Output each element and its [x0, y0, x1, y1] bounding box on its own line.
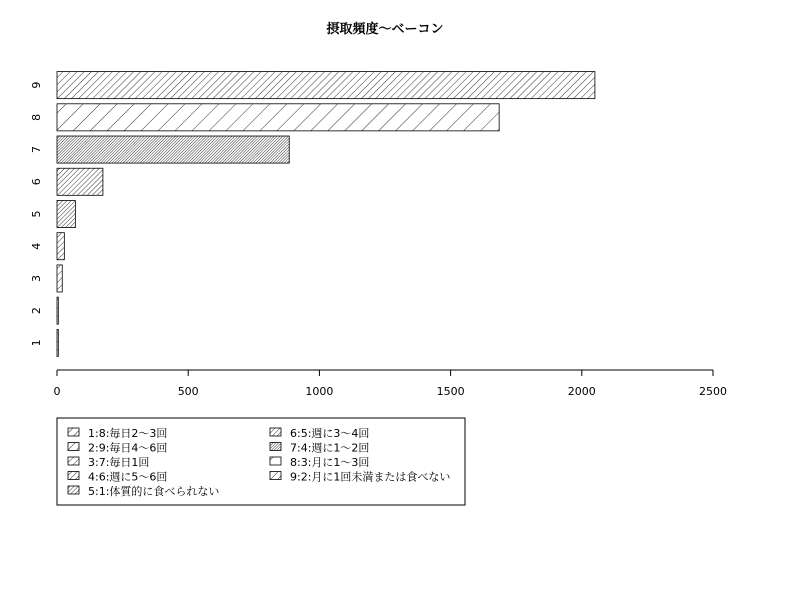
legend-key [270, 472, 281, 480]
x-axis [54, 370, 728, 398]
legend-label: 2:9:毎日4〜6回 [88, 441, 168, 455]
bar-3 [57, 265, 62, 292]
legend-label: 8:3:月に1〜3回 [290, 456, 370, 469]
y-tick-label: 3 [30, 274, 43, 282]
legend-label: 5:1:体質的に食べられない [88, 485, 220, 498]
legend-label: 4:6:週に5〜6回 [88, 470, 168, 484]
x-tick-label: 1000 [305, 385, 334, 398]
legend-key [68, 472, 79, 480]
x-tick-label: 2000 [567, 385, 596, 398]
legend-key [68, 486, 79, 494]
legend-key [270, 457, 281, 465]
bar-4 [57, 233, 64, 260]
x-tick-label: 500 [177, 385, 199, 398]
x-tick-label: 1500 [436, 385, 465, 398]
legend-label: 9:2:月に1回未満または食べない [290, 470, 451, 484]
bar-9 [57, 72, 595, 99]
bar-5 [57, 200, 75, 227]
bar-8 [57, 104, 499, 131]
chart-title: 摂取頻度〜ベーコン [326, 22, 444, 37]
x-tick-label: 0 [53, 385, 61, 398]
legend-key [68, 428, 79, 436]
legend-key [270, 428, 281, 436]
legend-key [68, 443, 79, 451]
bar-1 [57, 329, 58, 356]
y-axis [30, 82, 43, 347]
bar-7 [57, 136, 289, 163]
legend-label: 1:8:毎日2〜3回 [88, 427, 168, 440]
bars-group [57, 72, 595, 357]
y-tick-label: 5 [30, 210, 43, 218]
y-tick-label: 4 [30, 242, 43, 250]
y-tick-label: 6 [30, 178, 43, 186]
legend-key [270, 443, 281, 451]
y-tick-label: 9 [30, 81, 43, 89]
bar-2 [57, 297, 58, 324]
legend-label: 6:5:週に3〜4回 [290, 427, 370, 440]
y-tick-label: 7 [30, 146, 43, 154]
y-tick-label: 2 [30, 307, 43, 315]
legend [57, 418, 465, 505]
y-tick-label: 8 [30, 113, 43, 121]
bar-6 [57, 168, 103, 195]
x-tick-label: 2500 [699, 385, 727, 398]
y-tick-label: 1 [30, 339, 43, 347]
legend-key [68, 457, 79, 465]
legend-label: 3:7:毎日1回 [88, 456, 150, 469]
legend-label: 7:4:週に1〜2回 [290, 441, 370, 455]
